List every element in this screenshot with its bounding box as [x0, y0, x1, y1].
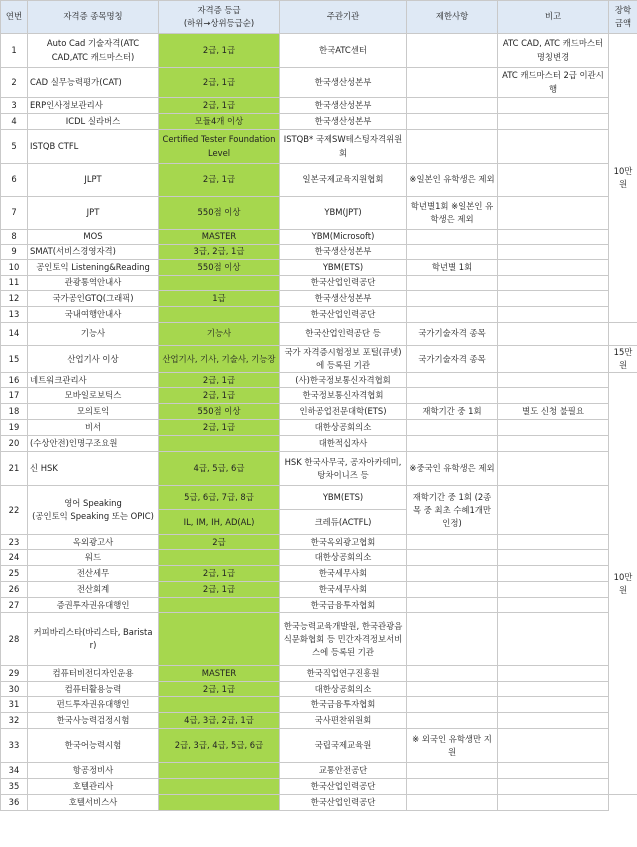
row-grade: 기능사: [159, 323, 280, 346]
table-row: [1, 245, 637, 260]
header-amount-line2: 금액: [614, 18, 632, 28]
row-grade: 2급, 1급: [159, 566, 280, 582]
row-name: 공인토익 Listening&Reading: [28, 260, 159, 276]
row-note: [498, 535, 609, 550]
row-limit: [407, 307, 498, 323]
row-note: [498, 98, 609, 114]
row-name-line2: (공인토익 Speaking 또는 OPIC): [32, 511, 154, 522]
row-limit: ※ 외국인 유학생만 지원: [407, 729, 498, 763]
row-org: YBM(ETS): [280, 260, 407, 276]
row-limit: [407, 230, 498, 245]
row-note: [498, 713, 609, 729]
row-limit: [407, 779, 498, 795]
row-org: 한국ATC센터: [280, 34, 407, 68]
row-limit: [407, 276, 498, 291]
row-name: JPT: [28, 197, 159, 230]
table-row: [1, 388, 637, 404]
row-grade: 2급, 3급, 4급, 5급, 6급: [159, 729, 280, 763]
row-org: HSK 한국사무국, 공자아카데미, 탕차이니즈 등: [280, 452, 407, 486]
row-name: 컴퓨터비전디자인운용: [28, 666, 159, 682]
row-name: ICDL 실라버스: [28, 114, 159, 130]
table-row: [1, 779, 637, 795]
table-row: [1, 307, 637, 323]
table-row: [1, 98, 637, 114]
row-note: [498, 729, 609, 763]
row-name: 한국사능력검정시험: [28, 713, 159, 729]
table-row: [1, 763, 637, 779]
row-note: [498, 613, 609, 666]
table-row: [1, 682, 637, 697]
row-org: 한국금융투자협회: [280, 598, 407, 613]
table-row: [1, 452, 637, 486]
row-no: 10: [1, 260, 28, 276]
row-name: 전산회계: [28, 582, 159, 598]
row-name: 모의토익: [28, 404, 159, 420]
row-no: 14: [1, 323, 28, 346]
row-note: [498, 582, 609, 598]
row-org: 한국옥외광고협회: [280, 535, 407, 550]
row-grade: 산업기사, 기사, 기술사, 기능장: [159, 346, 280, 373]
row-limit: [407, 535, 498, 550]
row-no: 7: [1, 197, 28, 230]
row-limit: [407, 373, 498, 388]
row-grade: 2급, 1급: [159, 34, 280, 68]
table-row: [1, 323, 637, 346]
row-name: 관광통역안내사: [28, 276, 159, 291]
table-row: [1, 276, 637, 291]
table-row: [1, 291, 637, 307]
amount-cell: 15만원: [609, 346, 637, 373]
header-name: 자격증 종목명칭: [28, 1, 159, 34]
row-limit: [407, 114, 498, 130]
row-note: [498, 230, 609, 245]
row-grade: 550점 이상: [159, 197, 280, 230]
row-no: 1: [1, 34, 28, 68]
row-name: 커피바리스타(바리스타, Barista r): [28, 613, 159, 666]
row-note: [498, 307, 609, 323]
row-grade: [159, 598, 280, 613]
row-org: 한국산업인력공단: [280, 779, 407, 795]
row-no: 31: [1, 697, 28, 713]
header-grade: [159, 1, 280, 34]
row-org: 한국정보통신자격협회: [280, 388, 407, 404]
row-no: 21: [1, 452, 28, 486]
row-no: 13: [1, 307, 28, 323]
row-grade: 4급, 3급, 2급, 1급: [159, 713, 280, 729]
row-org: 일본국제교육지원협회: [280, 164, 407, 197]
row-limit: 학년별1회 ※일본인 유학생은 제외: [407, 197, 498, 230]
row-org: 대한상공회의소: [280, 550, 407, 566]
table-row: [1, 697, 637, 713]
row-note: [498, 697, 609, 713]
table-row: [1, 582, 637, 598]
row-note: [498, 323, 609, 346]
header-grade-line1: 자격증 등급: [197, 4, 241, 15]
row-org: 국가 자격증시험정보 포털(큐넷)에 등록된 기관: [280, 346, 407, 373]
row-note: [498, 763, 609, 779]
row-no: 24: [1, 550, 28, 566]
row-limit: [407, 713, 498, 729]
table-row: [1, 164, 637, 197]
row-no: 3: [1, 98, 28, 114]
row-org: 국립국제교육원: [280, 729, 407, 763]
row-grade: 2급, 1급: [159, 373, 280, 388]
row-limit: 국가기술자격 종목: [407, 323, 498, 346]
row-no: 28: [1, 613, 28, 666]
table-row: [1, 486, 637, 510]
row-no: 6: [1, 164, 28, 197]
row-name: 컴퓨터활용능력: [28, 682, 159, 697]
row-grade: 2급, 1급: [159, 68, 280, 98]
row-org: 인하공업전문대학(ETS): [280, 404, 407, 420]
row-org: YBM(JPT): [280, 197, 407, 230]
row-grade: [159, 763, 280, 779]
row-grade: IL, IM, IH, AD(AL): [159, 510, 280, 535]
row-org: 한국산업인력공단: [280, 795, 407, 811]
row-org: 한국세무사회: [280, 582, 407, 598]
row-limit: [407, 613, 498, 666]
row-limit: 국가기술자격 종목: [407, 346, 498, 373]
row-grade: 5급, 6급, 7급, 8급: [159, 486, 280, 510]
row-no: 35: [1, 779, 28, 795]
table-row: [1, 114, 637, 130]
row-name: 신 HSK: [28, 452, 159, 486]
row-name: 워드: [28, 550, 159, 566]
row-note: [498, 373, 609, 388]
row-grade: [159, 307, 280, 323]
row-name: 항공정비사: [28, 763, 159, 779]
row-limit: [407, 763, 498, 779]
row-note: [498, 566, 609, 582]
row-limit: [407, 582, 498, 598]
table-row: [1, 404, 637, 420]
row-grade: 2급: [159, 535, 280, 550]
row-org: 한국금융투자협회: [280, 697, 407, 713]
row-no: 8: [1, 230, 28, 245]
row-grade: 2급, 1급: [159, 582, 280, 598]
row-note: [498, 291, 609, 307]
row-name: 국내여행안내사: [28, 307, 159, 323]
row-limit: ※일본인 유학생은 제외: [407, 164, 498, 197]
row-no: 29: [1, 666, 28, 682]
row-limit: 재학기간 중 1회 (2종목 중 최초 수혜1개만 인정): [407, 486, 498, 535]
table-row: [1, 713, 637, 729]
row-note: [498, 130, 609, 164]
row-name: 한국어능력시험: [28, 729, 159, 763]
row-name: 전산세무: [28, 566, 159, 582]
row-note: [498, 436, 609, 452]
row-org: 한국직업연구진흥원: [280, 666, 407, 682]
table-row: [1, 598, 637, 613]
amount-cell-empty: [609, 323, 637, 346]
row-name: 기능사: [28, 323, 159, 346]
row-grade: 2급, 1급: [159, 420, 280, 436]
row-name: [28, 486, 159, 535]
row-limit: [407, 598, 498, 613]
row-name: 증권투자권유대행인: [28, 598, 159, 613]
row-name: 펀드투자권유대행인: [28, 697, 159, 713]
row-note: ATC 캐드마스터 2급 이관시행: [498, 68, 609, 98]
row-name: 호텔관리사: [28, 779, 159, 795]
table-row: [1, 535, 637, 550]
row-grade: [159, 795, 280, 811]
row-grade: Certified Tester Foundation Level: [159, 130, 280, 164]
row-name: Auto Cad 기술자격(ATC CAD,ATC 캐드마스터): [28, 34, 159, 68]
row-grade: 2급, 1급: [159, 388, 280, 404]
row-no: 36: [1, 795, 28, 811]
row-limit: [407, 682, 498, 697]
row-limit: [407, 388, 498, 404]
row-no: 27: [1, 598, 28, 613]
row-org: ISTQB* 국제SW테스팅자격위원회: [280, 130, 407, 164]
row-note: [498, 486, 609, 535]
row-org: YBM(Microsoft): [280, 230, 407, 245]
row-note: [498, 452, 609, 486]
row-no: 26: [1, 582, 28, 598]
row-org: 한국산업인력공단 등: [280, 323, 407, 346]
table-row: [1, 197, 637, 230]
header-amount-line1: 장학: [614, 4, 632, 15]
row-note: [498, 420, 609, 436]
header-limit: 제한사항: [407, 1, 498, 34]
row-no: 30: [1, 682, 28, 697]
row-name: 옥외광고사: [28, 535, 159, 550]
row-name: 모바일로보틱스: [28, 388, 159, 404]
row-limit: [407, 666, 498, 682]
row-name-line1: 영어 Speaking: [64, 498, 122, 509]
table-row: [1, 68, 637, 98]
row-grade: [159, 697, 280, 713]
header-amount: [609, 1, 637, 34]
table-row: [1, 795, 637, 811]
row-limit: [407, 98, 498, 114]
row-grade: 2급, 1급: [159, 164, 280, 197]
row-note: [498, 245, 609, 260]
row-no: 19: [1, 420, 28, 436]
row-name: (수상안전)인명구조요원: [28, 436, 159, 452]
header-note: 비고: [498, 1, 609, 34]
header-org: 주관기관: [280, 1, 407, 34]
row-org: 대한상공회의소: [280, 420, 407, 436]
row-org: 한국생산성본부: [280, 68, 407, 98]
row-note: [498, 276, 609, 291]
row-no: 32: [1, 713, 28, 729]
row-no: 5: [1, 130, 28, 164]
table-row: [1, 550, 637, 566]
row-org: 크레듀(ACTFL): [280, 510, 407, 535]
row-no: 17: [1, 388, 28, 404]
row-limit: 학년별 1회: [407, 260, 498, 276]
row-name: 국가공인GTQ(그래픽): [28, 291, 159, 307]
row-limit: [407, 68, 498, 98]
row-note: [498, 388, 609, 404]
row-no: 22: [1, 486, 28, 535]
row-org: 한국생산성본부: [280, 291, 407, 307]
row-org: (사)한국정보통신자격협회: [280, 373, 407, 388]
row-note: [498, 346, 609, 373]
row-limit: ※중국인 유학생은 제외: [407, 452, 498, 486]
row-org: 한국산업인력공단: [280, 307, 407, 323]
row-name: 산업기사 이상: [28, 346, 159, 373]
row-note: [498, 682, 609, 697]
row-grade: [159, 436, 280, 452]
row-note: 별도 신청 불필요: [498, 404, 609, 420]
amount-cell: 10만원: [609, 34, 637, 323]
row-no: 16: [1, 373, 28, 388]
row-no: 2: [1, 68, 28, 98]
row-grade: 2급, 1급: [159, 682, 280, 697]
row-note: [498, 260, 609, 276]
table-row: [1, 436, 637, 452]
row-org: 한국산업인력공단: [280, 276, 407, 291]
row-limit: 재학기간 중 1회: [407, 404, 498, 420]
row-no: 15: [1, 346, 28, 373]
row-org: 한국세무사회: [280, 566, 407, 582]
row-name: ISTQB CTFL: [28, 130, 159, 164]
row-no: 11: [1, 276, 28, 291]
row-limit: [407, 795, 498, 811]
row-name: MOS: [28, 230, 159, 245]
row-org: YBM(ETS): [280, 486, 407, 510]
row-limit: [407, 436, 498, 452]
row-grade: [159, 550, 280, 566]
row-org: 대한상공회의소: [280, 682, 407, 697]
row-grade: 550점 이상: [159, 260, 280, 276]
amount-cell: 10만원: [609, 373, 637, 795]
row-name: 호텔서비스사: [28, 795, 159, 811]
row-org: 교통안전공단: [280, 763, 407, 779]
row-grade: 3급, 2급, 1급: [159, 245, 280, 260]
table-row: [1, 230, 637, 245]
row-no: 25: [1, 566, 28, 582]
table-row: [1, 666, 637, 682]
row-note: [498, 550, 609, 566]
row-no: 12: [1, 291, 28, 307]
row-no: 18: [1, 404, 28, 420]
row-grade: 4급, 5급, 6급: [159, 452, 280, 486]
header-no: 연번: [1, 1, 28, 34]
row-note: [498, 197, 609, 230]
row-note: [498, 598, 609, 613]
row-note: [498, 779, 609, 795]
row-name: 비서: [28, 420, 159, 436]
row-no: 9: [1, 245, 28, 260]
row-org: 대한적십자사: [280, 436, 407, 452]
row-note: [498, 114, 609, 130]
header-row: [1, 1, 637, 34]
row-limit: [407, 291, 498, 307]
row-limit: [407, 697, 498, 713]
row-grade: 2급, 1급: [159, 98, 280, 114]
row-org: 한국능력교육개발원, 한국관광음식문화협회 등 민간자격정보서비스에 등록된 기관: [280, 613, 407, 666]
row-limit: [407, 245, 498, 260]
row-note: [498, 795, 609, 811]
row-org: 한국생산성본부: [280, 245, 407, 260]
row-org: 국사편찬위원회: [280, 713, 407, 729]
row-no: 33: [1, 729, 28, 763]
table-row: [1, 613, 637, 666]
table-row: [1, 130, 637, 164]
row-grade: [159, 613, 280, 666]
table-row: [1, 34, 637, 68]
table-row: [1, 566, 637, 582]
table-row: [1, 729, 637, 763]
row-grade: [159, 276, 280, 291]
row-name: JLPT: [28, 164, 159, 197]
row-no: 20: [1, 436, 28, 452]
row-grade: 550점 이상: [159, 404, 280, 420]
row-grade: 1급: [159, 291, 280, 307]
row-grade: [159, 779, 280, 795]
row-limit: [407, 566, 498, 582]
row-note: [498, 666, 609, 682]
row-limit: [407, 130, 498, 164]
row-no: 23: [1, 535, 28, 550]
row-name: 네트워크관리사: [28, 373, 159, 388]
row-grade: MASTER: [159, 230, 280, 245]
row-no: 4: [1, 114, 28, 130]
row-grade: MASTER: [159, 666, 280, 682]
row-org: 한국생산성본부: [280, 114, 407, 130]
table-row: [1, 260, 637, 276]
row-name: ERP인사정보관리사: [28, 98, 159, 114]
row-limit: [407, 550, 498, 566]
row-org: 한국생산성본부: [280, 98, 407, 114]
row-name: SMAT(서비스경영자격): [28, 245, 159, 260]
table-row: [1, 420, 637, 436]
row-no: 34: [1, 763, 28, 779]
header-grade-line2: (하위→상위등급순): [183, 18, 255, 28]
row-note: [498, 164, 609, 197]
row-limit: [407, 420, 498, 436]
row-name: CAD 실무능력평가(CAT): [28, 68, 159, 98]
row-limit: [407, 34, 498, 68]
row-note: ATC CAD, ATC 캐드마스터 명칭변경: [498, 34, 609, 68]
table-row: [1, 373, 637, 388]
row-grade: 모듈4개 이상: [159, 114, 280, 130]
table-row: [1, 346, 637, 373]
